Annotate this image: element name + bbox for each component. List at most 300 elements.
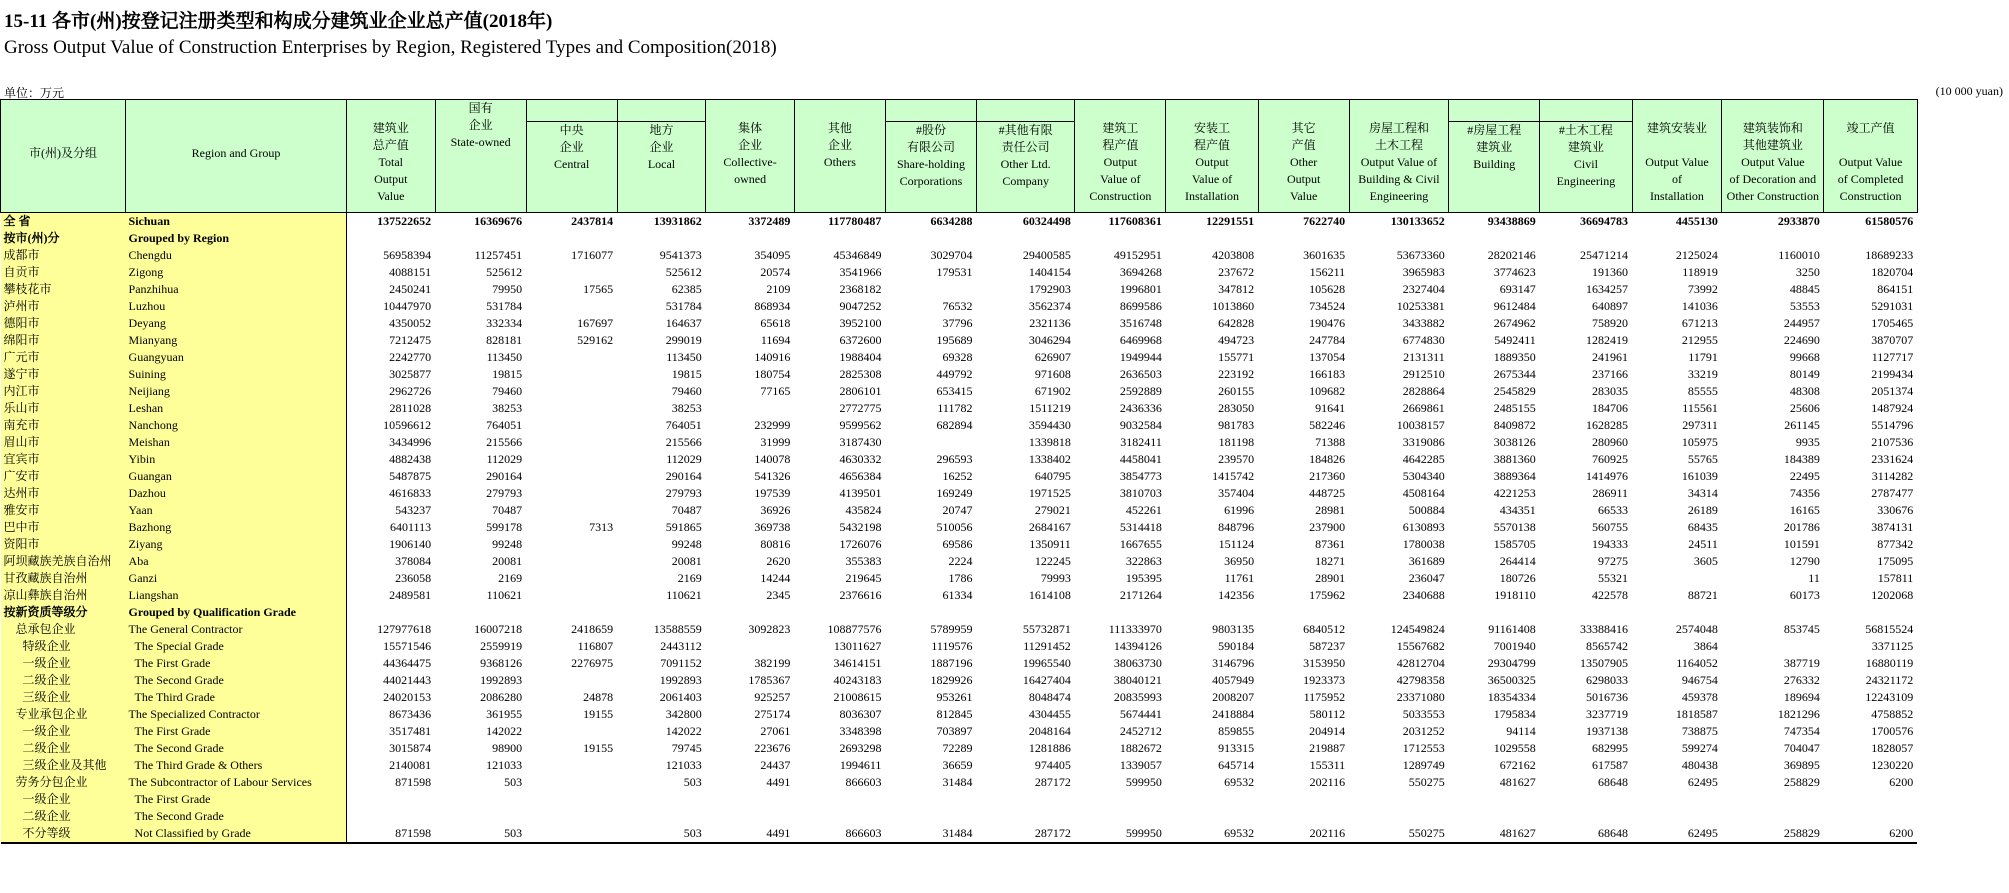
table-cell: 322863: [1125, 554, 1162, 568]
table-cell: 1511219: [1029, 401, 1071, 415]
table-cell: 1415742: [1212, 469, 1255, 483]
table-cell: 2684167: [1028, 520, 1071, 534]
table-cell: 764051: [665, 418, 702, 432]
table-cell: 279021: [1034, 503, 1071, 517]
table-cell: 4458041: [1119, 452, 1162, 466]
table-cell: 8048474: [1028, 690, 1071, 704]
table-cell: 44364475: [383, 656, 432, 670]
row-label-en: Yibin: [126, 451, 347, 468]
table-cell: 7001940: [1493, 639, 1536, 653]
row-label-cn: 泸州市: [1, 298, 126, 315]
row-label-en: Ganzi: [126, 570, 347, 587]
table-cell: 1795834: [1493, 707, 1536, 721]
table-cell: 24321172: [1865, 673, 1914, 687]
table-cell: 2031252: [1402, 724, 1445, 738]
table-cell: 2051374: [1871, 384, 1914, 398]
row-label-en: The General Contractor: [126, 621, 347, 638]
table-row: [1, 808, 2009, 825]
table-cell: 3562374: [1028, 299, 1071, 313]
table-row: [1, 689, 2009, 706]
table-cell: [1166, 808, 1258, 825]
table-cell: 111333970: [1108, 622, 1162, 636]
table-cell: [885, 281, 976, 298]
table-cell: 2443112: [660, 639, 702, 653]
table-cell: 1127717: [1871, 350, 1914, 364]
table-cell: 6298033: [1586, 673, 1629, 687]
table-row: [1, 400, 2009, 417]
table-cell: 155311: [1309, 758, 1346, 772]
table-row: [1, 655, 2009, 672]
row-label-cn: 乐山市: [1, 400, 126, 417]
table-cell: 3015874: [389, 741, 432, 755]
table-cell: 19815: [671, 367, 702, 381]
table-cell: 1937138: [1586, 724, 1629, 738]
table-cell: 56958394: [383, 248, 432, 262]
table-cell: 283050: [1218, 401, 1255, 415]
table-cell: 61580576: [1865, 214, 1914, 228]
table-cell: 8673436: [389, 707, 432, 721]
table-cell: [1449, 808, 1540, 825]
table-cell: 18354334: [1487, 690, 1536, 704]
table-cell: 115561: [1682, 401, 1718, 415]
table-cell: [794, 808, 885, 825]
table-cell: 672162: [1499, 758, 1536, 772]
table-cell: 9032584: [1119, 418, 1162, 432]
table-cell: 42812704: [1396, 656, 1445, 670]
table-cell: 19155: [583, 707, 614, 721]
table-cell: 868934: [754, 299, 791, 313]
table-cell: 7313: [589, 520, 614, 534]
table-cell: 110621: [486, 588, 523, 602]
table-cell: 111782: [937, 401, 973, 415]
table-cell: 6840512: [1303, 622, 1346, 636]
table-cell: 953261: [936, 690, 973, 704]
table-cell: 582246: [1309, 418, 1346, 432]
table-cell: 156211: [1309, 265, 1346, 279]
table-cell: 2636503: [1119, 367, 1162, 381]
table-cell: 169249: [936, 486, 973, 500]
table-cell: 2340688: [1402, 588, 1445, 602]
table-cell: 354095: [754, 248, 791, 262]
table-cell: 275174: [754, 707, 791, 721]
table-cell: 241961: [1592, 350, 1629, 364]
table-cell: 13507905: [1580, 656, 1629, 670]
row-label-en: Chengdu: [126, 247, 347, 264]
table-cell: 2669861: [1402, 401, 1445, 415]
table-cell: 69532: [1166, 825, 1258, 843]
table-cell: 34314: [1687, 486, 1718, 500]
table-row: [1, 315, 2009, 332]
table-row: [1, 825, 2009, 843]
table-cell: 116807: [577, 639, 614, 653]
table-cell: [346, 604, 435, 621]
table-cell: 3146796: [1212, 656, 1255, 670]
table-cell: 29400585: [1022, 248, 1071, 262]
row-label-en: Liangshan: [126, 587, 347, 604]
table-cell: [1449, 230, 1540, 247]
table-row: [1, 451, 2009, 468]
table-cell: [885, 604, 976, 621]
header-other-ltd: #其他有限 责任公司 Other Ltd. Company: [976, 122, 1074, 213]
table-cell: 219887: [1309, 741, 1346, 755]
table-cell: 1949944: [1119, 350, 1162, 364]
table-cell: 3952100: [839, 316, 882, 330]
table-cell: 101591: [1783, 537, 1820, 551]
row-label-en: Meishan: [126, 434, 347, 451]
table-row: [1, 247, 2009, 264]
table-cell: 31999: [760, 435, 791, 449]
table-row: [1, 264, 2009, 281]
table-cell: 422578: [1592, 588, 1629, 602]
table-cell: 69586: [942, 537, 973, 551]
table-cell: 15571546: [383, 639, 432, 653]
table-row: [1, 723, 2009, 740]
table-cell: 871598: [395, 775, 432, 789]
header-building: #房屋工程 建筑业 Building: [1449, 122, 1540, 213]
table-cell: 17565: [583, 282, 614, 296]
table-cell: 2436336: [1119, 401, 1162, 415]
table-cell: 355383: [845, 554, 882, 568]
row-label-cn: 南充市: [1, 417, 126, 434]
table-cell: 236058: [395, 571, 432, 585]
row-label-cn: 德阳市: [1, 315, 126, 332]
header-shareholding-spacer: [885, 100, 976, 122]
table-cell: 525612: [486, 265, 523, 279]
table-cell: [1166, 604, 1258, 621]
table-row: [1, 570, 2009, 587]
table-cell: 10447970: [383, 299, 432, 313]
table-cell: 2620: [766, 554, 791, 568]
table-row: [1, 621, 2009, 638]
table-cell: 1818587: [1675, 707, 1718, 721]
table-row: [1, 281, 2009, 298]
table-cell: 2131311: [1403, 350, 1445, 364]
table-cell: 877342: [1877, 537, 1914, 551]
table-row: [1, 366, 2009, 383]
table-cell: 2592889: [1119, 384, 1162, 398]
table-cell: 2109: [766, 282, 791, 296]
table-cell: 828181: [486, 333, 523, 347]
table-cell: 8699586: [1119, 299, 1162, 313]
table-cell: 24878: [583, 690, 614, 704]
table-cell: 14244: [760, 571, 791, 585]
table-cell: [435, 230, 526, 247]
table-cell: 15567682: [1396, 639, 1445, 653]
row-label-en: The Subcontractor of Labour Services: [126, 774, 347, 791]
row-label-en: Aba: [126, 553, 347, 570]
table-cell: [706, 230, 795, 247]
header-local: 地方 企业 Local: [617, 122, 706, 213]
header-building-civil: 房屋工程和 土木工程 Output Value of Building & Civil Engineering: [1349, 100, 1449, 213]
table-cell: 217360: [1309, 469, 1346, 483]
table-cell: 258829: [1783, 775, 1820, 789]
table-cell: [706, 604, 795, 621]
header-central: 中央 企业 Central: [526, 122, 617, 213]
table-cell: 279793: [665, 486, 702, 500]
table-cell: 361689: [1408, 554, 1445, 568]
table-cell: 5304340: [1402, 469, 1445, 483]
table-cell: 44021443: [383, 673, 432, 687]
table-cell: 140078: [754, 452, 791, 466]
table-cell: 53553: [1789, 299, 1820, 313]
table-cell: 62495: [1632, 825, 1722, 843]
table-row: [1, 298, 2009, 315]
table-cell: [1632, 570, 1722, 587]
row-label-cn: 一级企业: [1, 791, 126, 808]
table-cell: 3038126: [1493, 435, 1536, 449]
table-cell: 181198: [1218, 435, 1255, 449]
table-cell: 260155: [1218, 384, 1255, 398]
table-row: [1, 774, 2009, 791]
table-cell: 232999: [754, 418, 791, 432]
table-cell: [1632, 604, 1722, 621]
table-cell: [617, 230, 706, 247]
table-cell: 10038157: [1396, 418, 1445, 432]
row-label-cn: 总承包企业: [1, 621, 126, 638]
table-cell: 142022: [486, 724, 523, 738]
table-row: [1, 740, 2009, 757]
table-cell: 215566: [486, 435, 523, 449]
row-label-en: The Second Grade: [126, 672, 347, 689]
table-cell: 599178: [486, 520, 523, 534]
table-cell: 1119576: [931, 639, 973, 653]
table-cell: 5033553: [1402, 707, 1445, 721]
row-label-en: Grouped by Qualification Grade: [126, 604, 347, 621]
table-cell: 24020153: [383, 690, 432, 704]
table-cell: 1712553: [1402, 741, 1445, 755]
table-cell: 3046294: [1028, 333, 1071, 347]
table-cell: [526, 298, 617, 315]
table-cell: 290164: [665, 469, 702, 483]
table-cell: 108877576: [827, 622, 882, 636]
table-cell: 155771: [1218, 350, 1255, 364]
table-cell: [435, 604, 526, 621]
table-cell: 105975: [1681, 435, 1718, 449]
table-cell: 94114: [1506, 724, 1536, 738]
table-cell: 3433882: [1402, 316, 1445, 330]
table-cell: 4057949: [1212, 673, 1255, 687]
table-cell: 357404: [1218, 486, 1255, 500]
table-cell: 738875: [1681, 724, 1718, 738]
table-cell: 494723: [1218, 333, 1255, 347]
table-cell: 560755: [1592, 520, 1629, 534]
table-cell: 3371125: [1871, 639, 1914, 653]
table-cell: 8565742: [1586, 639, 1629, 653]
table-cell: 1889350: [1493, 350, 1536, 364]
table-cell: 4139501: [839, 486, 882, 500]
table-cell: [526, 808, 617, 825]
table-cell: 1988404: [839, 350, 882, 364]
table-cell: 105628: [1309, 282, 1346, 296]
table-cell: 9047252: [839, 299, 882, 313]
table-cell: 2169: [677, 571, 702, 585]
table-cell: 166183: [1309, 367, 1346, 381]
table-cell: [1258, 230, 1349, 247]
row-label-cn: 劳务分包企业: [1, 774, 126, 791]
table-cell: 2545829: [1493, 384, 1536, 398]
table-cell: 121033: [665, 758, 702, 772]
table-cell: 9803135: [1212, 622, 1255, 636]
table-cell: 299019: [665, 333, 702, 347]
table-cell: 175095: [1877, 554, 1914, 568]
table-cell: 71388: [1315, 435, 1346, 449]
table-cell: 330676: [1877, 503, 1914, 517]
table-cell: [1632, 230, 1722, 247]
table-cell: 5789959: [930, 622, 973, 636]
table-cell: 28901: [1315, 571, 1346, 585]
row-label-cn: 遂宁市: [1, 366, 126, 383]
table-cell: 80149: [1789, 367, 1820, 381]
table-cell: 4491: [706, 825, 795, 843]
table-cell: [885, 791, 976, 808]
table-cell: 2772775: [839, 401, 882, 415]
row-label-en: Ziyang: [126, 536, 347, 553]
table-cell: 866603: [794, 825, 885, 843]
row-label-en: The First Grade: [126, 655, 347, 672]
table-cell: 550275: [1349, 825, 1449, 843]
table-cell: [1540, 808, 1632, 825]
table-cell: 913315: [1218, 741, 1255, 755]
table-cell: 3854773: [1119, 469, 1162, 483]
table-cell: 6774830: [1402, 333, 1445, 347]
table-cell: 11291452: [1023, 639, 1071, 653]
table-cell: 1350911: [1029, 537, 1071, 551]
table-cell: 1029558: [1493, 741, 1536, 755]
table-cell: 758920: [1592, 316, 1629, 330]
table-cell: 137522652: [377, 214, 432, 228]
table-cell: 122245: [1034, 554, 1071, 568]
table-cell: 2086280: [480, 690, 523, 704]
row-label-cn: 三级企业及其他: [1, 757, 126, 774]
table-cell: [1722, 604, 1824, 621]
table-cell: 747354: [1783, 724, 1820, 738]
table-cell: 580112: [1309, 707, 1346, 721]
table-cell: 72289: [942, 741, 973, 755]
row-label-cn: 绵阳市: [1, 332, 126, 349]
table-cell: 2169: [498, 571, 523, 585]
table-cell: 1282419: [1586, 333, 1629, 347]
row-label-en: Suining: [126, 366, 347, 383]
table-cell: 258829: [1722, 825, 1824, 843]
table-cell: 642828: [1218, 316, 1255, 330]
table-cell: 25471214: [1580, 248, 1629, 262]
table-cell: 2825308: [839, 367, 882, 381]
table-cell: 5514796: [1871, 418, 1914, 432]
table-cell: 110621: [666, 588, 702, 602]
table-cell: 1780038: [1402, 537, 1445, 551]
table-cell: 202116: [1258, 825, 1349, 843]
header-region-cn: 市(州)及分组: [1, 100, 126, 213]
table-row: [1, 468, 2009, 485]
table-cell: 76532: [942, 299, 973, 313]
table-cell: 503: [435, 825, 526, 843]
row-label-cn: 攀枝花市: [1, 281, 126, 298]
table-cell: 1013860: [1212, 299, 1255, 313]
table-cell: [1540, 791, 1632, 808]
table-cell: 3874131: [1871, 520, 1914, 534]
table-cell: 194333: [1592, 537, 1629, 551]
row-label-en: Grouped by Region: [126, 230, 347, 247]
table-cell: 2331624: [1871, 452, 1914, 466]
row-label-en: Guangan: [126, 468, 347, 485]
table-cell: 378084: [395, 554, 432, 568]
table-cell: [346, 808, 435, 825]
table-cell: [1075, 791, 1166, 808]
table-cell: 74356: [1789, 486, 1820, 500]
table-cell: 55765: [1687, 452, 1718, 466]
table-cell: 3864: [1693, 639, 1718, 653]
row-label-en: Dazhou: [126, 485, 347, 502]
row-label-cn: 资阳市: [1, 536, 126, 553]
table-cell: 1339057: [1119, 758, 1162, 772]
table-cell: 99248: [492, 537, 523, 551]
table-cell: 671902: [1034, 384, 1071, 398]
table-cell: 480438: [1681, 758, 1718, 772]
table-cell: 1160010: [1778, 248, 1820, 262]
table-cell: 1996801: [1119, 282, 1162, 296]
row-label-cn: 按新资质等级分: [1, 604, 126, 621]
table-row: [1, 332, 2009, 349]
table-cell: 369738: [754, 520, 791, 534]
table-cell: 142022: [665, 724, 702, 738]
table-cell: 1634257: [1586, 282, 1629, 296]
table-cell: 2242770: [389, 350, 432, 364]
table-cell: 4882438: [389, 452, 432, 466]
row-label-en: Guangyuan: [126, 349, 347, 366]
table-cell: 981783: [1218, 418, 1255, 432]
table-cell: 864151: [1877, 282, 1914, 296]
table-cell: [1075, 230, 1166, 247]
table-cell: 53673360: [1396, 248, 1445, 262]
table-cell: [526, 230, 617, 247]
table-cell: 1786: [948, 571, 973, 585]
row-label-cn: 一级企业: [1, 723, 126, 740]
table-cell: 280960: [1592, 435, 1629, 449]
row-label-en: Zigong: [126, 264, 347, 281]
table-cell: 184706: [1592, 401, 1629, 415]
header-central-spacer: [526, 100, 617, 122]
table-cell: 1700576: [1871, 724, 1914, 738]
table-cell: 118919: [1682, 265, 1718, 279]
table-cell: 7212475: [389, 333, 432, 347]
table-cell: 2675344: [1493, 367, 1536, 381]
table-cell: 5432198: [839, 520, 882, 534]
table-cell: 247784: [1309, 333, 1346, 347]
unit-label-en: (10 000 yuan): [1935, 84, 2003, 98]
table-cell: [435, 791, 526, 808]
header-region-en: Region and Group: [126, 100, 347, 213]
table-cell: 1716077: [571, 248, 614, 262]
table-cell: 204914: [1309, 724, 1346, 738]
table-cell: 23371080: [1396, 690, 1445, 704]
table-row: [1, 417, 2009, 434]
table-cell: 290164: [486, 469, 523, 483]
table-cell: 13588559: [653, 622, 702, 636]
table-cell: 80816: [760, 537, 791, 551]
table-cell: 599950: [1125, 775, 1162, 789]
table-cell: 531784: [486, 299, 523, 313]
row-label-cn: 二级企业: [1, 808, 126, 825]
table-cell: 190476: [1309, 316, 1346, 330]
table-cell: [526, 451, 617, 468]
table-cell: [794, 604, 885, 621]
table-cell: 11761: [1224, 571, 1255, 585]
table-cell: 12291551: [1206, 214, 1255, 228]
table-row: [1, 349, 2009, 366]
table-cell: [346, 230, 435, 247]
table-cell: 866603: [845, 775, 882, 789]
table-cell: 590184: [1218, 639, 1255, 653]
